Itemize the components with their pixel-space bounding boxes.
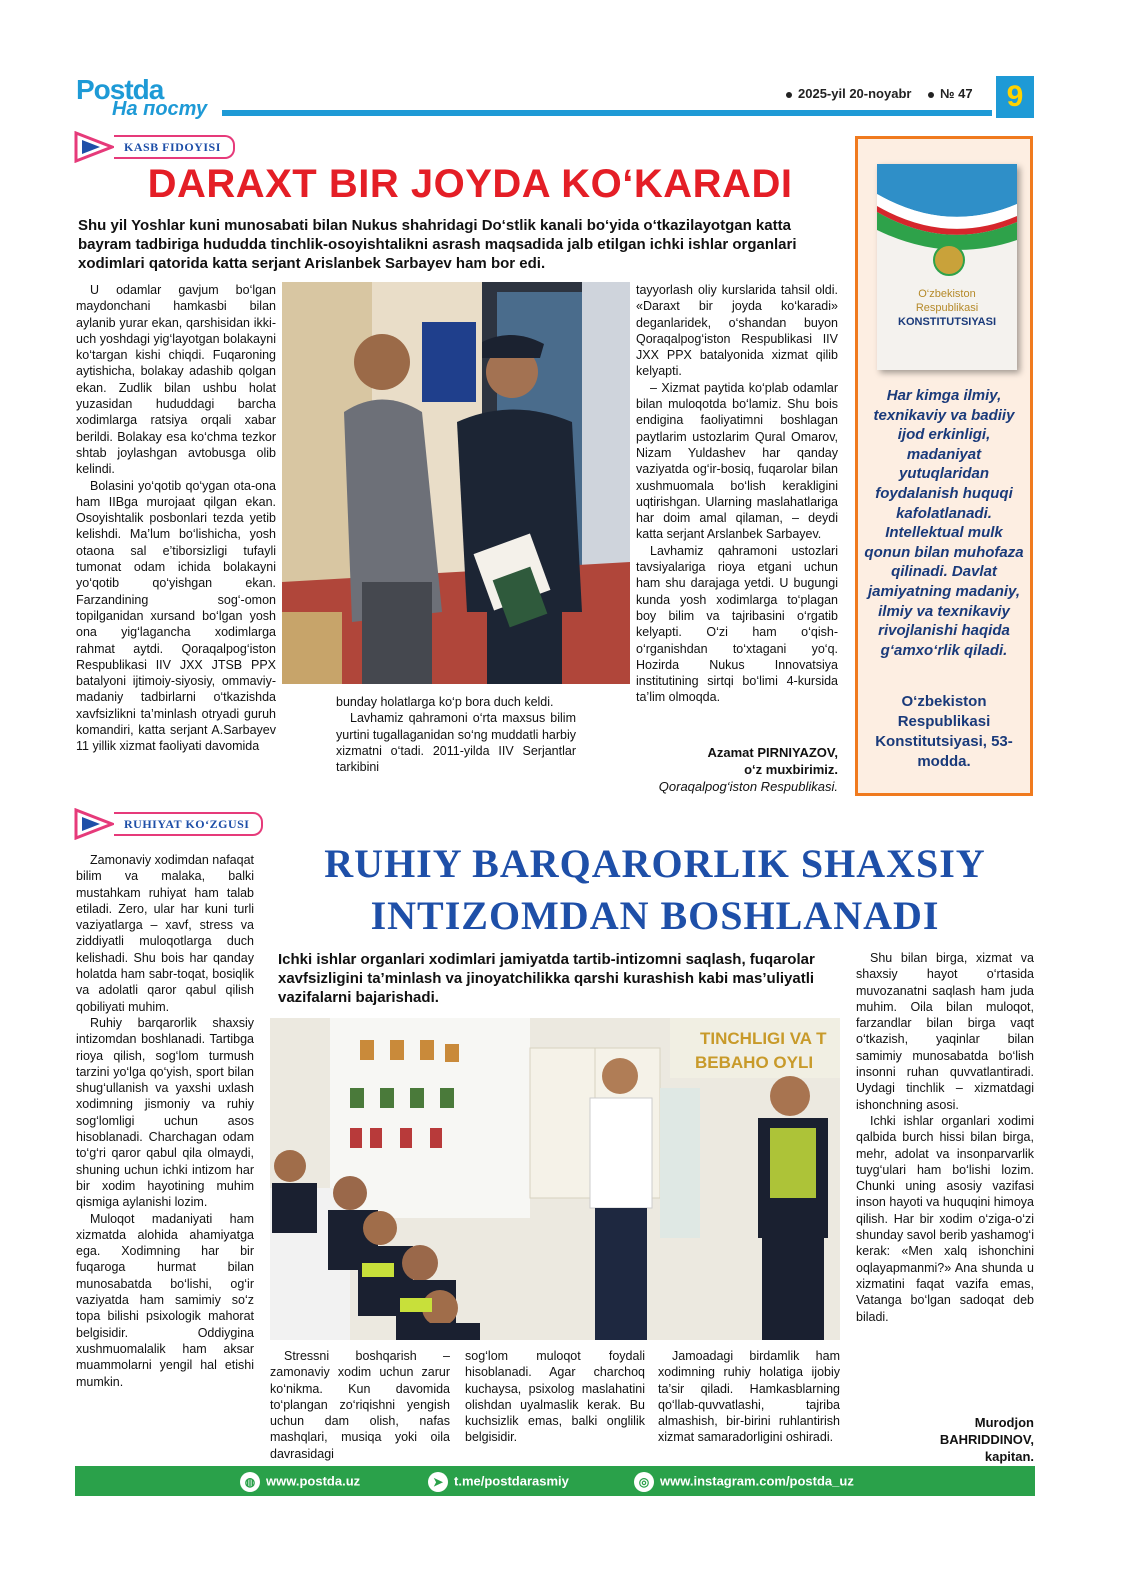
masthead-logo-subtitle: На посту [112,98,208,120]
author-name: Azamat PIRNIYAZOV, [707,745,838,760]
paragraph: U odamlar gavjum bo‘lgan maydonchani hamkasbi bilan aylanib yurar ekan, qarshisidan ikki-uch yoshdagi yig‘layotgan bolakayni ko‘targan kishi chiqdi. Fuqaroning aytishicha, bolakay adashib qolgan ekan. Zudlik bilan ushbu holat yuzasidan hududdagi barcha xodimlarga ratsiya orqali xabar berildi. Bolakay esa ko‘chma tezkor shtab joylashgan avtobusga olib kelindi. [76,283,276,477]
rubric-ruhiyat-kozgusi [74,808,294,834]
rubric-kasb-fidoyisi [74,131,274,157]
paragraph: Muloqot madaniyati ham xizmatda alohida ahamiyatga ega. Xodimning har bir fuqaroga hurmat bilan munosabatda bo‘lishi, og‘ir vaziyatda ham samimiy so‘z topa bilishi psixologik mahorat belgisidir. Oddiygina xushmuomalalik ham aksar muammolarni yengil hal etishi mumkin. [76,1211,254,1389]
article1-photo [282,282,630,684]
paragraph: – Xizmat paytida ko‘plab odamlar bilan muloqotda bo‘lamiz. Shu bois endigina faoliyatimni boshlagan paytlarim ustozlarim Qural Omarov, Nizam Yuldashev har qanday vaziyatda og‘ir-bosiq, fuqarolar bilan xushmuomala bo‘lish kerakligini uqtirishgan. Ularning maslahatlariga har doim amal qilaman, – deydi katta serjant Arslanbek Sarbayev. [636,380,838,542]
paragraph: Zamonaviy xodimdan nafaqat bilim va malaka, balki mustahkam ruhiyat ham talab etiladi. Zero, ular har kuni turli vaziyatlarga – xavf, stress va ziddiyatli muloqotlarga duch kelishadi. Shu bois har qanday holatda ham sabr-toqat, bosiqlik va adolatli qaror qabul qilish qobiliyati muhim. [76,853,254,1014]
article1-column-2 [336,694,576,775]
issue-date: 2025-yil 20-noyabr [786,86,911,101]
author-role: kapitan. [984,1449,1034,1464]
photo-banner-text-1: TINCHLIGI VA T [700,1029,827,1048]
article2-lead: Ichki ishlar organlari xodimlari jamiyatda tartib-intizomni saqlash, fuqarolar xavfsizligini ta’minlash va jinoyatchilikka qarshi kurashish kabi mas’uliyatli vazifalarni bajarishadi. [278,951,815,1006]
globe-icon: ◍ [240,1472,260,1492]
article2-column-2 [270,1348,450,1462]
paragraph: bunday holatlarga ko‘p bora duch keldi. [336,695,554,709]
paragraph: Ichki ishlar organlari xodimi qalbida burch hissi bilan birga, mehr, adolat va insonparvarlik tuyg‘ulari ham bo‘lishi lozim. Chunki uning asosiy vazifasi inson hayoti va huquqini himoya qilish. Har bir xodim o‘ziga-o‘zi shunday savol berib yashamog‘i kerak: «Men xalq ishonchini oqlayapmanmi?» Ana shunda u xizmatini faqat vazifa emas, Vatanga bo‘lgan sadoqat deb biladi. [856,1113,1034,1324]
telegram-icon: ➤ [428,1472,448,1492]
issue-number: № 47 [928,86,973,101]
author-name: Murodjon [974,1415,1034,1430]
rubric-arrow-icon [74,808,114,840]
article1-headline: DARAXT BIR JOYDA KO‘KARADI [147,162,793,206]
author-role: o‘z muxbirimiz. [744,762,838,777]
article1-lead: Shu yil Yoshlar kuni munosabati bilan Nukus shahridagi Do‘stlik kanali bo‘yida o‘tkazilayotgan katta bayram tadbiriga hududda tinchlik-osoyishtalikni asrash maqsadida jalb etilgan ichki ishlar organlari xodimlari qatorida katta serjant Arislanbek Sarbayev ham bor edi. [78,217,797,272]
header-rule [222,110,992,116]
paragraph: Lavhamiz qahramoni o‘rta maxsus bilim yurtini tugallaganidan so‘ng muddatli harbiy xizmatni o‘tadi. 2011-yilda IIV Serjantlar tarkibini [336,711,576,775]
paragraph: Shu bilan birga, xizmat va shaxsiy hayot o‘rtasida muvozanatni saqlash ham juda muhim. Oila bilan muloqot, farzandlar bilan birga vaqt o‘tkazish, yaqinlar bilan samimiy munosabatda bo‘lish insonni ruhan quvvatlantiradi. Uydagi tinchlik – xizmatdagi ishonchning asosi. [856,951,1034,1112]
paragraph: Stressni boshqarish – zamonaviy xodim uchun zarur ko‘nikma. Kun davomida to‘plangan zo‘riqishni yengish uchun dam olish, nafas mashqlari, musiqa yoki oila davrasidagi [270,1349,450,1461]
author-location: Qoraqalpog‘iston Respublikasi. [658,779,838,794]
article2-column-5 [856,950,1034,1325]
book-title-line2: Respublikasi [915,302,979,314]
instagram-icon: ◎ [634,1472,654,1492]
paragraph: Lavhamiz qahramoni ustozlari tavsiyalariga rioya etgani uchun ham shu darajaga yetdi. U bugungi kunda yosh xodimlarga to‘plagan boy bilim va tajribasini o‘rgatib kelyapti. O‘zi ham o‘qish-o‘rganishdan to‘xtagani yo‘q. Hozirda Nukus Innovatsiya institutining sirtqi bo‘limi 4-kursida ta’lim olmoqda. [636,543,838,705]
paragraph: Ruhiy barqarorlik shaxsiy intizomdan boshlanadi. Tartibga rioya qilish, sog‘lom turmush tarzini yo‘lga qo‘yish, sport bilan shug‘ullanish va yaxshi uxlash xodimning jismoniy va ruhiy sog‘lomligi uchun asos hisoblanadi. Charchagan odam to‘g‘ri qaror qabul qila olmaydi, shuning uchun ichki intizom har bir xodim hayotining muhim qismiga aylanishi lozim. [76,1015,254,1210]
paragraph: Bolasini yo‘qotib qo‘ygan ota-ona ham IIBga murojaat qilgan ekan. Osoyishtalik posbonlari tezda yetib kelishdi. Ma’lum bo‘lishicha, yosh otaona sal e’tiborsizligi tufayli tumonat odam ichida bolakayni yo‘qotib qo‘yishgan ekan. Farzandining sog‘-omon topilganidan xursand bo‘lgan yosh ona yig‘lagancha xodimlarga rahmat aytdi. Qoraqalpog‘iston Respublikasi IIV JXX JTSB PPX batalyoni ijtimoiy-siyosiy, ommaviy-madaniy tadbirlarni o‘tkazishda xavfsizlikni ta’minlash otryadi guruh komandiri, katta serjant A.Sarbayev 11 yillik xizmat faoliyati davomida [76,478,276,754]
author-surname: BAHRIDDINOV, [939,1432,1034,1447]
footer-instagram-link[interactable]: ◎ www.instagram.com/postda_uz [634,1472,854,1492]
photo-banner-text-2: BEBAHO OYLI [695,1053,814,1072]
paragraph: Jamoadagi birdamlik ham xodimning ruhiy holatiga ijobiy ta’sir qiladi. Hamkasblarning qo‘llab-quvvatlashi, tajriba almashish, bir-birini ruhlantirish xizmat samaradorligini oshiradi. [658,1349,840,1445]
rubric-label: KASB FIDOYISI [114,135,235,159]
book-title-line1: O‘zbekiston [918,288,976,300]
masthead-logo[interactable]: Postda [76,74,164,105]
rubric-label: RUHIYAT KO‘ZGUSI [114,812,263,836]
footer-website-link[interactable]: ◍ www.postda.uz [240,1472,360,1492]
headline-line-1: RUHIY BARQARORLIK SHAXSIY [324,841,986,886]
rubric-arrow-icon [74,131,114,163]
constitution-quote: Har kimga ilmiy, texnikaviy va badiiy ijod erkinligi, madaniyat yutuqlaridan foydalanish huquqi kafolatlanadi. Intellektual mulk qonun bilan muhofaza qilinadi. Davlat jamiyatning madaniy, ilmiy va texnikaviy rivojlanishi haqida g‘amxo‘rlik qiladi. [864,387,1024,659]
constitution-book-cover [877,164,1017,370]
article2-column-3 [465,1348,645,1446]
article1-column-1 [76,282,276,755]
constitution-source: O‘zbekiston Respublikasi Konstitutsiyasi, 53-modda. [875,693,1013,770]
article1-byline [600,744,838,795]
article2-headline [280,838,1030,942]
headline-line-2: INTIZOMDAN BOSHLANADI [370,893,940,938]
article1-column-3 [636,282,838,706]
page-number: 9 [996,76,1034,118]
article2-photo [270,1018,840,1340]
paragraph: sog‘lom muloqot foydali hisoblanadi. Agar charchoq kuchaysa, psixolog maslahatini olishdan uyalmaslik kerak. Bu kuchsizlik emas, balki onglilik belgisidir. [465,1349,645,1445]
paragraph: tayyorlash oliy kurslarida tahsil oldi. «Daraxt bir joyda ko‘karadi» deganlaridek, o‘shandan buyon Qoraqalpog‘iston Respublikasi IIV JXX PPX batalyonida xizmat qilib kelyapti. [636,283,838,379]
article2-column-1 [76,852,254,1390]
article2-byline [856,1414,1034,1465]
book-title-line3: KONSTITUTSIYASI [898,316,996,328]
emblem-icon [933,244,965,276]
article2-column-4 [658,1348,840,1446]
footer-telegram-link[interactable]: ➤ t.me/postdarasmiy [428,1472,569,1492]
